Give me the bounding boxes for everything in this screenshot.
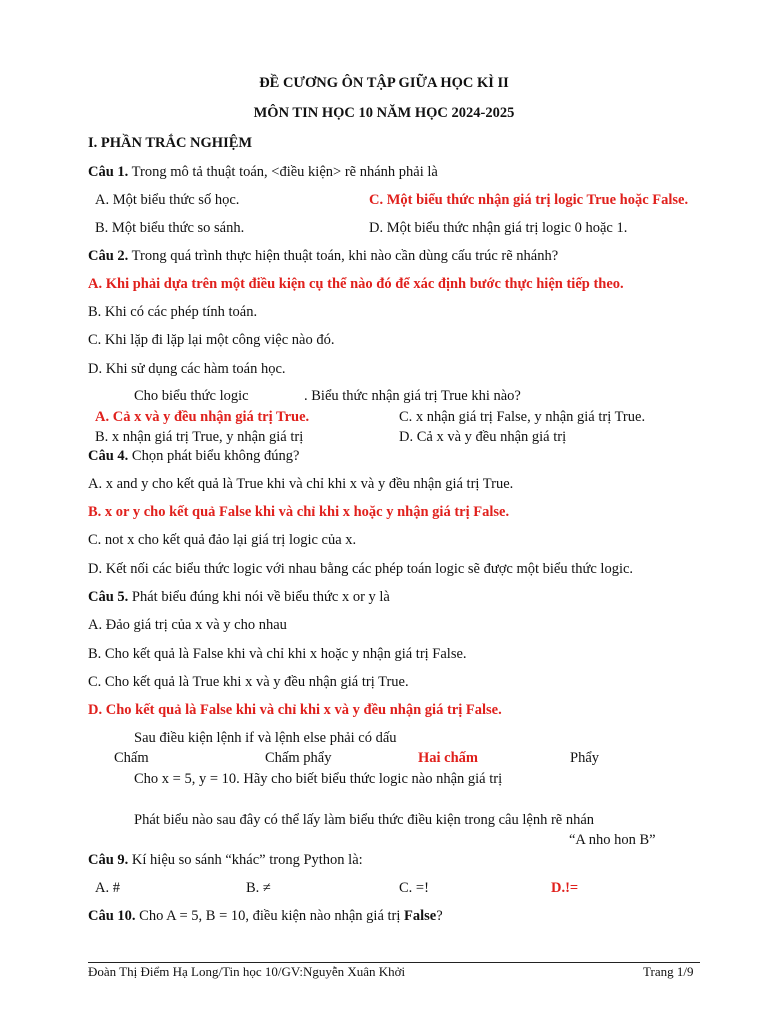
q3-text-after: . Biểu thức nhận giá trị True khi nào? [304, 388, 521, 404]
question-text: Phát biểu đúng khi nói về biểu thức x or y là [128, 589, 390, 605]
q2-option-a-answer: A. Khi phải dựa trên một điều kiện cụ thể nào đó để xác định bước thực hiện tiếp theo. [88, 276, 624, 292]
question-label: Câu 10. [88, 908, 136, 924]
document-subtitle: MÔN TIN HỌC 10 NĂM HỌC 2024-2025 [253, 105, 515, 121]
question-label: Câu 5. [88, 589, 129, 605]
q2-option-b: B. Khi có các phép tính toán. [88, 304, 258, 320]
question-text: Kí hiệu so sánh “khác” trong Python là: [128, 852, 363, 868]
q1-option-c-answer: C. Một biểu thức nhận giá trị logic True hoặc False. [369, 192, 689, 208]
q6-option-a: Chấm [114, 750, 149, 766]
q9-option-a: A. # [95, 880, 120, 896]
question-text: Cho A = 5, B = 10, điều kiện nào nhận giá trị [135, 908, 405, 924]
q6-option-b: Chấm phẩy [265, 750, 332, 766]
q9-option-b: B. ≠ [246, 880, 271, 896]
footer-author: Đoàn Thị Điểm Hạ Long/Tin học 10/GV:Nguyễn Xuân Khởi [88, 964, 406, 979]
question-text: Trong mô tả thuật toán, <điều kiện> rẽ nhánh phải là [128, 164, 438, 180]
question-5 [88, 588, 390, 606]
q6-option-c-answer: Hai chấm [418, 750, 479, 766]
q3-option-d: D. Cả x và y đều nhận giá trị [399, 429, 567, 445]
q4-option-c: C. not x cho kết quả đảo lại giá trị logic của x. [88, 532, 357, 548]
q5-option-a: A. Đảo giá trị của x và y cho nhau [88, 617, 287, 633]
q9-option-d-answer: D.!= [551, 880, 579, 896]
q4-option-d: D. Kết nối các biểu thức logic với nhau bằng các phép toán logic sẽ được một biểu thức logic. [88, 561, 634, 577]
question-text-bold: False [404, 908, 437, 924]
q4-option-a: A. x and y cho kết quả là True khi và chỉ khi x và y đều nhận giá trị True. [88, 476, 514, 492]
q1-option-d: D. Một biểu thức nhận giá trị logic 0 hoặc 1. [369, 220, 628, 236]
question-label: Câu 9. [88, 852, 129, 868]
q3-option-b: B. x nhận giá trị True, y nhận giá trị [95, 429, 304, 445]
q4-option-b-answer: B. x or y cho kết quả False khi và chỉ khi x hoặc y nhận giá trị False. [88, 504, 510, 520]
section-heading: I. PHẦN TRẮC NGHIỆM [88, 135, 253, 151]
document-title: ĐỀ CƯƠNG ÔN TẬP GIỮA HỌC KÌ II [259, 75, 509, 91]
page-number: Trang 1/9 [643, 964, 694, 979]
q7-text: Cho x = 5, y = 10. Hãy cho biết biểu thức logic nào nhận giá trị [134, 771, 503, 787]
question-text: Trong quá trình thực hiện thuật toán, khi nào cần dùng cấu trúc rẽ nhánh? [128, 248, 559, 264]
q3-text-before: Cho biểu thức logic [134, 388, 249, 404]
q6-option-d: Phẩy [570, 750, 599, 766]
q3-option-c: C. x nhận giá trị False, y nhận giá trị True. [399, 409, 646, 425]
question-2 [88, 247, 558, 265]
q9-option-c: C. =! [399, 880, 429, 896]
question-label: Câu 4. [88, 448, 129, 464]
question-4 [88, 447, 299, 465]
question-label: Câu 2. [88, 248, 129, 264]
q1-option-a: A. Một biểu thức số học. [95, 192, 240, 208]
q1-option-b: B. Một biểu thức so sánh. [95, 220, 245, 236]
q8-text-continued: “A nho hon B” [569, 832, 656, 848]
q3-option-a-answer: A. Cả x và y đều nhận giá trị True. [95, 409, 310, 425]
q5-option-c: C. Cho kết quả là True khi x và y đều nhận giá trị True. [88, 674, 409, 690]
q5-option-d-answer: D. Cho kết quả là False khi và chỉ khi x và y đều nhận giá trị False. [88, 702, 502, 718]
question-label: Câu 1. [88, 164, 129, 180]
question-1 [88, 163, 438, 181]
q5-option-b: B. Cho kết quả là False khi và chỉ khi x hoặc y nhận giá trị False. [88, 646, 467, 662]
question-10 [88, 907, 443, 925]
question-9 [88, 851, 363, 869]
q8-text: Phát biểu nào sau đây có thể lấy làm biểu thức điều kiện trong câu lệnh rẽ nhán [134, 812, 595, 828]
q2-option-c: C. Khi lặp đi lặp lại một công việc nào đó. [88, 332, 335, 348]
footer-divider [88, 962, 700, 963]
question-text: Chọn phát biểu không đúng? [128, 448, 300, 464]
q6-text: Sau điều kiện lệnh if và lệnh else phải có dấu [134, 730, 397, 746]
q2-option-d: D. Khi sử dụng các hàm toán học. [88, 361, 286, 377]
question-text-end: ? [436, 908, 443, 924]
